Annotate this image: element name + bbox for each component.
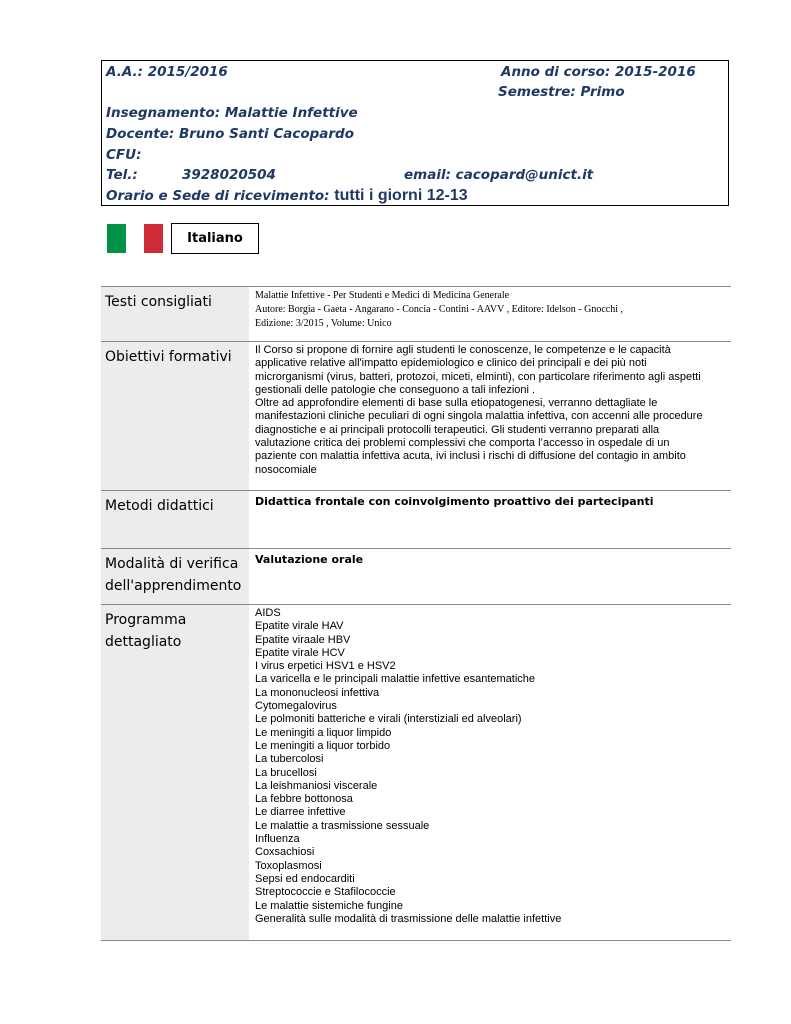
section-label xyxy=(101,549,249,604)
section-obiettivi xyxy=(101,341,731,490)
label-line: dell'apprendimento xyxy=(105,578,242,594)
program-item: AIDS xyxy=(255,607,281,619)
language-label: Italiano xyxy=(171,223,259,254)
section-label: Testi consigliati xyxy=(101,287,249,341)
office-hours xyxy=(106,187,468,205)
section-content: Didattica frontale con coinvolgimento proattivo dei partecipanti xyxy=(255,495,654,508)
text-line: microrganismi (virus, batteri, protozoi, miceti, elminti), con particolare riferimento agli aspetti xyxy=(255,370,701,383)
text-line: Autore: Borgia - Gaeta - Angarano - Concia - Contini - AAVV , Editore: Idelson - Gnocchi , xyxy=(255,304,623,315)
text-line: Malattie Infettive - Per Studenti e Medici di Medicina Generale xyxy=(255,290,510,301)
program-item: Epatite virale HCV xyxy=(255,646,345,659)
text-line: gestionali delle patologie che conseguono a tali infezioni . xyxy=(255,383,536,396)
text-line: paziente con malattia infettiva acuta, ivi inclusi i rischi di diffusione del contagio in ambito xyxy=(255,450,686,463)
program-item: Le polmoniti batteriche e virali (interstiziali ed alveolari) xyxy=(255,713,522,726)
text-line: nosocomiale xyxy=(255,463,317,476)
program-item: Epatite virale HAV xyxy=(255,620,344,633)
tel-label: Tel.: xyxy=(106,167,138,183)
program-item: Le malattie a trasmissione sessuale xyxy=(255,819,430,832)
text-line: valutazione critica dei problemi complessivi che comporta l’accesso in ospedale di un xyxy=(255,437,670,450)
program-item: La tubercolosi xyxy=(255,753,324,766)
teacher: Docente: Bruno Santi Cacopardo xyxy=(106,126,354,142)
section-label: Metodi didattici xyxy=(101,491,249,548)
label-line: dettagliato xyxy=(105,634,182,650)
cfu: CFU: xyxy=(106,147,142,163)
office-hours-label: Orario e Sede di ricevimento: xyxy=(106,188,330,204)
program-item: La febbre bottonosa xyxy=(255,793,353,806)
program-item: Cytomegalovirus xyxy=(255,700,337,713)
program-item: Toxoplasmosi xyxy=(255,859,322,872)
semester: Semestre: Primo xyxy=(498,84,625,100)
program-item: Le malattie sistemiche fungine xyxy=(255,899,403,912)
section-label xyxy=(101,605,249,941)
office-hours-value: tutti i giorni 12-13 xyxy=(334,187,468,204)
text-line: Edizione: 3/2015 , Volume: Unico xyxy=(255,318,392,329)
program-item: Sepsi ed endocarditi xyxy=(255,872,355,885)
program-item: Le diarree infettive xyxy=(255,806,346,819)
program-item: Influenza xyxy=(255,833,300,846)
program-list xyxy=(255,607,731,926)
label-line: Programma xyxy=(105,612,187,628)
program-item: I virus erpetici HSV1 e HSV2 xyxy=(255,660,396,673)
program-item: Streptococcie e Stafilococcie xyxy=(255,886,396,899)
program-item: Le meningiti a liquor torbido xyxy=(255,739,391,752)
section-content xyxy=(255,289,731,331)
program-item: Coxsachiosi xyxy=(255,846,315,859)
table-bottom-border xyxy=(101,940,731,941)
program-item: Generalità sulle modalità di trasmissione delle malattie infettive xyxy=(255,912,562,925)
section-content xyxy=(255,607,731,926)
program-item: La leishmaniosi viscerale xyxy=(255,779,378,792)
section-programma xyxy=(101,604,731,941)
text-line: manifestazioni cliniche peculiari di ogni singola malattia infettiva, con accenni alle procedure xyxy=(255,410,703,423)
program-item: Epatite viraale HBV xyxy=(255,633,351,646)
program-item: Le meningiti a liquor limpido xyxy=(255,726,392,739)
course-year: Anno di corso: 2015-2016 xyxy=(501,64,696,80)
course-name: Insegnamento: Malattie Infettive xyxy=(106,105,358,121)
section-content xyxy=(255,344,731,477)
label-line: Modalità di verifica xyxy=(105,556,239,572)
section-metodi xyxy=(101,490,731,548)
text-line: applicative relative all'impatto epidemiologico e clinico dei principali e dei più noti xyxy=(255,357,647,370)
program-item: La varicella e le principali malattie infettive esantematiche xyxy=(255,673,536,686)
email: email: cacopard@unict.it xyxy=(404,167,594,183)
tel-value: 3928020504 xyxy=(182,167,276,183)
text-line: diagnostiche e ai principali protocolli terapeutici. Gli studenti verranno preparati alla xyxy=(255,423,660,436)
section-testi xyxy=(101,286,731,341)
program-item: La brucellosi xyxy=(255,766,317,779)
section-verifica xyxy=(101,548,731,604)
program-item: La mononucleosi infettiva xyxy=(255,686,380,699)
section-label: Obiettivi formativi xyxy=(101,342,249,490)
text-line: Il Corso si propone di fornire agli studenti le conoscenze, le competenze e le capacità xyxy=(255,344,671,356)
academic-year: A.A.: 2015/2016 xyxy=(106,64,228,80)
text-line: Oltre ad approfondire elementi di base sulla etiopatogenesi, verranno dettagliate le xyxy=(255,397,658,410)
italian-flag-icon xyxy=(107,224,163,253)
section-content: Valutazione orale xyxy=(255,553,364,566)
